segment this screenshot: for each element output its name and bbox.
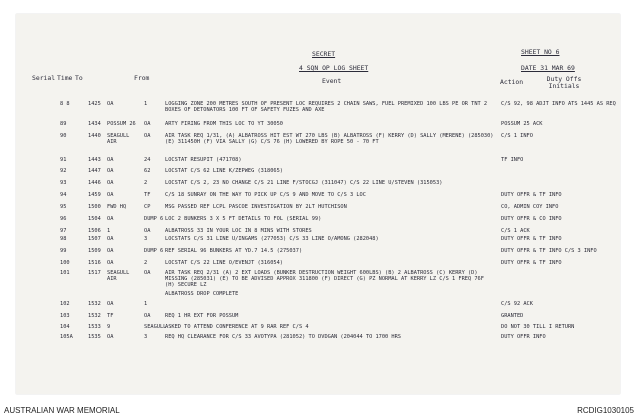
event-cell: LOCSTATS C/S 31 LINE U/INGAMS (277053) C/S 33 LINE O/AMONG (282048) [165,236,379,242]
log-row [16,217,620,228]
time-cell: 1459 [88,192,101,198]
action-cell: DUTY OFFR & TF INFO [501,192,562,198]
serial-cell: 93 [60,180,67,186]
event-cell: ALBATROSS 33 IN YOUR LOC IN 8 MINS WITH STORES [165,228,312,234]
serial-cell: 99 [60,248,67,254]
log-row [16,181,620,192]
to-cell: SEAGULL AIR [107,270,130,282]
from-cell: 24 [144,157,151,163]
action-cell: CO, ADMIN COY INFO [501,204,559,210]
from-cell: OA [144,270,151,276]
from-cell: OA [144,313,151,319]
action-cell: POSSUM 25 ACK [501,121,543,127]
event-cell: LOCSTAT C/S 62 LINE K/ZEPWEG (318065) [165,168,283,174]
log-row [16,249,620,260]
time-cell: 1504 [88,216,101,222]
log-row [16,169,620,180]
from-cell: SEAGULL [144,324,167,330]
col-header-action: Action [500,78,524,86]
action-cell: DO NOT 30 TILL I RETURN [501,324,575,330]
from-cell: 3 [144,334,148,340]
serial-cell: 96 [60,216,67,222]
from-cell: 2 [144,260,148,266]
log-row [16,237,620,248]
from-cell: DUMP 6 [144,248,164,254]
classification-marking: SECRET [312,50,336,58]
action-cell: C/S 92 ACK [501,301,533,307]
from-cell: TF [144,192,151,198]
from-cell: 1 [144,301,148,307]
from-cell: OA [144,133,151,139]
to-cell: OA [107,216,114,222]
sheet-number: SHEET NO 6 [521,48,560,56]
serial-cell: 102 [60,301,70,307]
time-cell: 1532 [88,301,101,307]
footer-archive-name: AUSTRALIAN WAR MEMORIAL [4,406,120,415]
time-cell: 1434 [88,121,101,127]
sheet-date: DATE 31 MAR 69 [521,64,575,72]
from-cell: CP [144,204,151,210]
time-cell: 1516 [88,260,101,266]
action-cell: DUTY OFFR & CO INFO [501,216,562,222]
serial-cell: 89 [60,121,67,127]
time-cell: 1509 [88,248,101,254]
from-cell: 62 [144,168,151,174]
col-header-from: From [134,74,150,82]
from-cell: 1 [144,101,148,107]
to-cell: 9 [107,324,111,330]
col-header-event: Event [322,77,342,85]
document-title: 4 SQN OP LOG SHEET [299,64,369,72]
to-cell: OA [107,236,114,242]
from-cell: OA [144,228,151,234]
to-cell: SEAGULL AIR [107,133,130,145]
event-cell: REF SERIAL 96 BUNKERS AT YD.7 14.5 (275037) [165,248,303,254]
serial-cell: 95 [60,204,67,210]
from-cell: OA [144,121,151,127]
event-cell: AIR TASK REQ 2/31 (A) 2 EXT LOADS (BUNKER DESTRUCTION WEIGHT 600LBS) (B) 2 ALBATROSS (C) KERRY (D) MISSING (285031) (E) TO BE ADVISED APPROX 311800 (F) DIRECT (G) PZ NORMAL AT KERRY LZ C/S 1 FREQ 76F (H) SECURE LZ [165,270,484,288]
log-row [16,205,620,216]
serial-cell: 100 [60,260,70,266]
time-cell: 1447 [88,168,101,174]
event-cell: LOCSTAT RESUPIT (471708) [165,157,242,163]
to-cell: OA [107,260,114,266]
serial-cell: 94 [60,192,67,198]
serial-cell: 98 [60,236,67,242]
serial-cell: 90 [60,133,67,139]
log-row [16,134,620,157]
time-cell: 1517 [88,270,101,276]
action-cell: C/S 92, 98 ADJT INFO ATS 1445 AS REQ [501,101,616,107]
to-cell: OA [107,168,114,174]
serial-cell: 97 [60,228,67,234]
time-cell: 1500 [88,204,101,210]
time-cell: 1533 [88,324,101,330]
action-cell: C/S 1 INFO [501,133,533,139]
event-cell: MSG PASSED REF LCPL PASCOE INVESTIGATION BY 2LT HUTCHISON [165,204,347,210]
to-cell: OA [107,248,114,254]
log-row [16,102,620,120]
from-cell: 3 [144,236,148,242]
serial-cell: 104 [60,324,70,330]
col-header-time: Time [57,74,73,82]
log-row [16,193,620,204]
time-cell: 1506 [88,228,101,234]
event-cell: ARTY FIRING FROM THIS LOC TO YT 30050 [165,121,283,127]
to-cell: OA [107,192,114,198]
event-cell: ALBATROSS DROP COMPLETE [165,291,239,297]
to-cell: 1 [107,228,111,234]
action-cell: C/S 1 ACK [501,228,530,234]
time-cell: 1440 [88,133,101,139]
event-cell: C/S 18 SUNRAY ON THE WAY TO PICK UP C/S 9 AND MOVE TO C/S 3 LOC [165,192,366,198]
event-cell: LOCSTAT C/S 2, 23 NO CHANGE C/S 21 LINE F/STOCGJ (311047) C/S 22 LINE U/STEVEN (315053) [165,180,443,186]
log-row [16,314,620,324]
from-cell: 2 [144,180,148,186]
serial-cell: 101 [60,270,70,276]
action-cell: DUTY OFFR & TF INFO [501,260,562,266]
event-cell: AIR TASK REQ 1/31, (A) ALBATROSS HIT EST WT 270 LBS (B) ALBATROSS (F) KERRY (D) SALLY (MERENE) (285030) (E) 311450H (F) VIA SALLY (G) C/S 76 (H) LOWERED BY ROPE 50 - 70 FT [165,133,494,145]
action-cell: DUTY OFFR & TF INFO [501,236,562,242]
time-cell: 1446 [88,180,101,186]
to-cell: OA [107,334,114,340]
time-cell: 1443 [88,157,101,163]
action-cell: DUTY OFFR INFO [501,334,546,340]
col-header-duty-initials: Duty Offs Initials [546,75,582,90]
event-cell: REQ HQ CLEARANCE FOR C/S 33 AVOTYPA (281052) TO DVDGAN (204044 TO 1700 HRS [165,334,401,340]
to-cell: POSSUM 26 [107,121,136,127]
event-cell: LOC 2 BUNKERS 3 X 5 FT DETAILS TO FOL (SERIAL 99) [165,216,322,222]
event-cell: LOGGING ZONE 200 METRES SOUTH OF PRESENT LOC REQUIRES 2 CHAIN SAWS, FUEL PREMIXED 100 LBS PE OR TNT 2 BOXES OF DETONATORS 100 FT OF SAFETY FUZES AND AXE [165,101,488,113]
serial-cell: 8 8 [60,101,70,107]
from-cell: DUMP 6 [144,216,164,222]
archive-footer [0,396,640,420]
time-cell: 1532 [88,313,101,319]
log-row [16,302,620,313]
to-cell: OA [107,180,114,186]
to-cell: OA [107,101,114,107]
time-cell: 1535 [88,334,101,340]
col-header-to: To [75,74,83,82]
time-cell: 1507 [88,236,101,242]
action-cell: GRANTED [501,313,524,319]
time-cell: 1425 [88,101,101,107]
action-cell: DUTY OFFR & TF INFO C/S 3 INFO [501,248,597,254]
to-cell: TF [107,313,114,319]
to-cell: OA [107,301,114,307]
log-row [16,271,620,291]
footer-record-id: RCDIG1030105 [577,406,634,415]
serial-cell: 105A [60,334,73,340]
log-sheet-page [16,14,620,394]
serial-cell: 103 [60,313,70,319]
to-cell: OA [107,157,114,163]
log-row [16,122,620,133]
event-cell: REQ 1 HR EXT FOR POSSUM [165,313,239,319]
action-cell: TF INFO [501,157,524,163]
log-row [16,335,620,345]
serial-cell: 92 [60,168,67,174]
col-header-serial: Serial [32,74,56,82]
event-cell: LOCSTAT C/S 22 LINE O/EVENJT (316054) [165,260,283,266]
event-cell: ASKED TO ATTEND CONFERENCE AT 9 RAR REF C/S 4 [165,324,309,330]
to-cell: FWD HQ [107,204,127,210]
serial-cell: 91 [60,157,67,163]
